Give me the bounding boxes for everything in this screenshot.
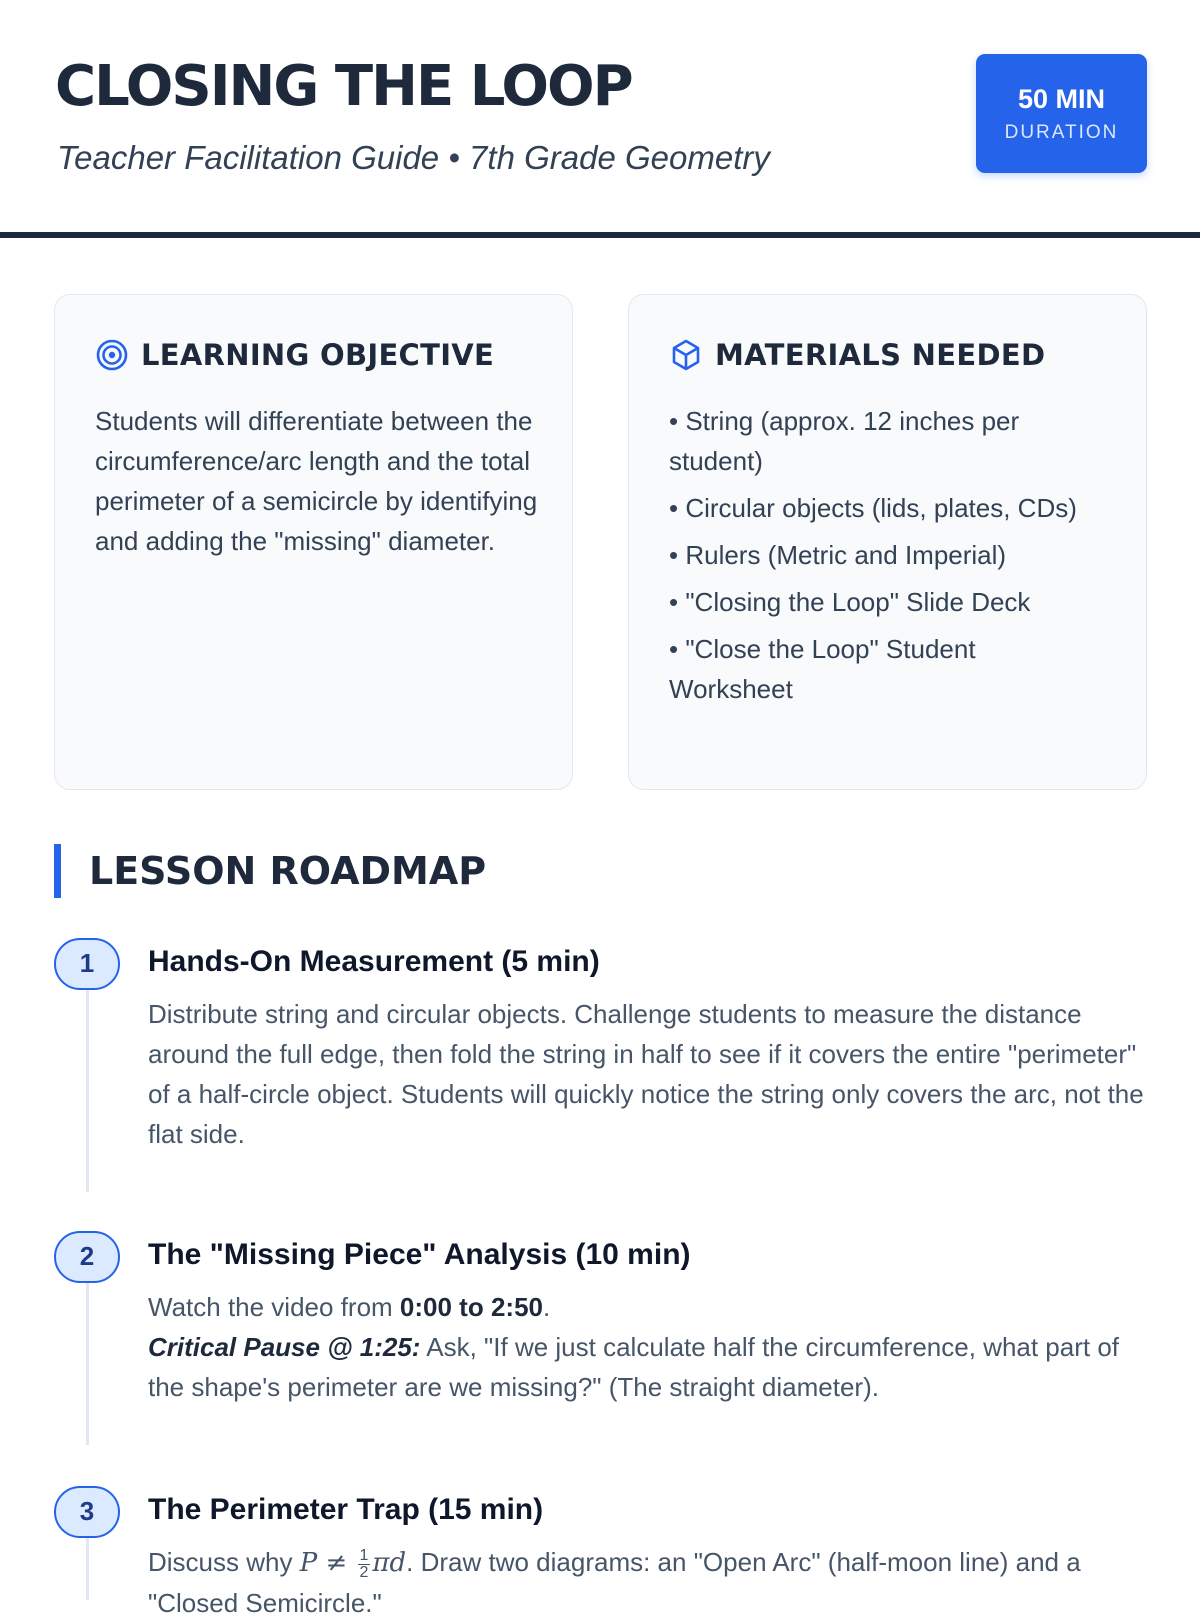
learning-objective-text: Students will differentiate between the circumference/arc length and the total perimeter of a semicircle by identifying and adding the "missing" diameter. — [95, 406, 538, 556]
learning-objective-header — [95, 335, 494, 375]
materials-header — [669, 335, 1045, 375]
materials-item: • "Close the Loop" Student Worksheet — [669, 629, 1089, 709]
video-instruction-end: . — [543, 1292, 551, 1322]
step-number-badge: 1 — [54, 938, 120, 990]
materials-item: • Rulers (Metric and Imperial) — [669, 535, 1089, 575]
fraction-denominator: 2 — [359, 1563, 369, 1581]
page-title: CLOSING THE LOOP — [55, 54, 632, 119]
roadmap-step-3 — [54, 1486, 1164, 1618]
learning-objective-title: LEARNING OBJECTIVE — [141, 338, 495, 372]
materials-item: • "Closing the Loop" Slide Deck — [669, 582, 1089, 622]
critical-pause-label: Critical Pause @ 1:25: — [148, 1332, 421, 1362]
duration-label: DURATION — [1004, 122, 1119, 143]
duration-badge — [976, 54, 1147, 173]
materials-item: • Circular objects (lids, plates, CDs) — [669, 488, 1089, 528]
critical-pause-text: Ask, "If we just calculate half the circumference, what part of the shape's perimeter are we missing?" (The straight diameter). — [148, 1332, 1120, 1402]
page-header — [0, 0, 1200, 238]
roadmap-step-1 — [54, 938, 1164, 1192]
roadmap-step-2 — [54, 1231, 1164, 1445]
video-timestamp-range: 0:00 to 2:50 — [399, 1292, 543, 1322]
materials-card — [628, 294, 1147, 790]
step-number-badge: 2 — [54, 1231, 120, 1283]
materials-list — [669, 401, 1089, 716]
learning-objective-card — [54, 294, 573, 790]
materials-title: MATERIALS NEEDED — [715, 338, 1046, 372]
roadmap-heading: LESSON ROADMAP — [54, 844, 486, 898]
step-connector-line — [86, 1538, 89, 1600]
perimeter-formula-rhs: πd — [372, 1548, 407, 1578]
target-icon — [95, 338, 129, 372]
perimeter-formula-lhs: P ≠ — [299, 1548, 356, 1578]
one-half-fraction — [358, 1548, 371, 1581]
video-instruction-text: Watch the video from — [148, 1292, 400, 1322]
page-subtitle: Teacher Facilitation Guide • 7th Grade Geometry — [57, 139, 770, 176]
step-title: The "Missing Piece" Analysis (10 min) — [148, 1238, 691, 1271]
cube-icon — [669, 338, 703, 372]
step-title: The Perimeter Trap (15 min) — [148, 1493, 544, 1526]
materials-item: • String (approx. 12 inches per student) — [669, 401, 1089, 481]
step-description — [148, 1542, 1148, 1623]
duration-value: 50 MIN — [1017, 84, 1106, 114]
discussion-text-end: . Draw two diagrams: an "Open Arc" (half-moon line) and a "Closed Semicircle." — [148, 1547, 1081, 1618]
fraction-numerator: 1 — [359, 1546, 369, 1564]
step-title: Hands-On Measurement (5 min) — [148, 945, 600, 978]
step-connector-line — [86, 1283, 89, 1445]
step-description: Distribute string and circular objects. Challenge students to measure the distance around the full edge, then fold the string in half to see if it covers the entire "perimeter" of a half-circle object. Students will quickly notice the string only covers the arc, not the flat side. — [148, 999, 1144, 1149]
step-description — [148, 1287, 1148, 1407]
discussion-text: Discuss why — [148, 1547, 300, 1577]
step-connector-line — [86, 990, 89, 1192]
step-number-badge: 3 — [54, 1486, 120, 1538]
